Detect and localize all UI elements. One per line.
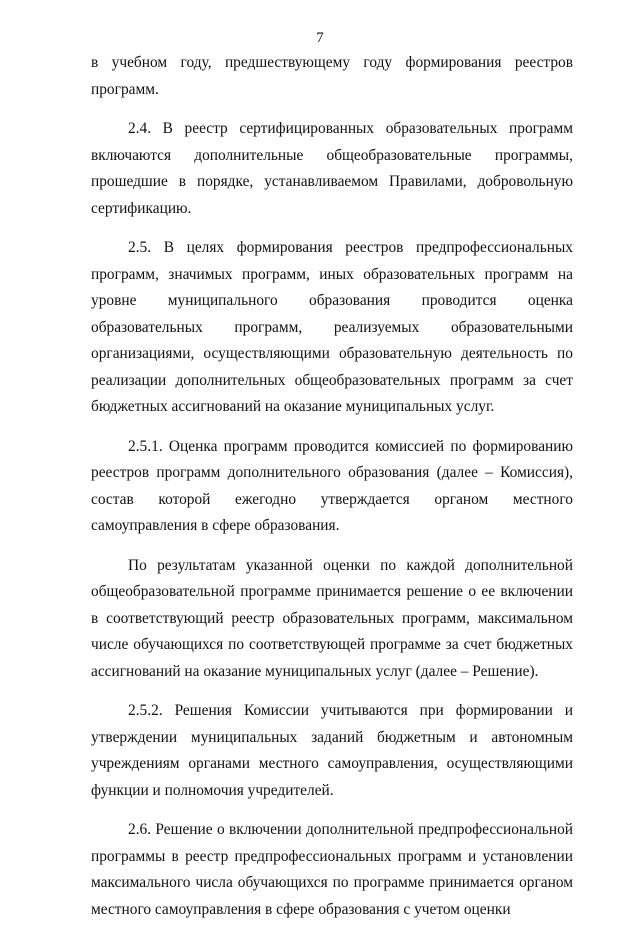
paragraph-evaluation-results: По результатам указанной оценки по каждой дополнительной общеобразовательной программе принимается решение о ее включении в соответствующий реестр образовательных программ, максимальном числе обучающихся по соответствующей программе за счет бюджетных ассигнований на оказание муниципальных услуг (далее – Решение).	[91, 556, 573, 680]
page-number: 7	[316, 30, 324, 46]
paragraph-2-6: 2.6. Решение о включении дополнительной предпрофессиональной программы в реестр предпрофессиональных программ и установлении максимального числа обучающихся по программе принимается органом местного самоуправления в сфере образования с учетом оценки	[91, 821, 573, 918]
paragraph-2-4: 2.4. В реестр сертифицированных образовательных программ включаются дополнительные общеобразовательные программы, прошедшие в порядке, устанавливаемом Правилами, добровольную сертификацию.	[91, 120, 573, 217]
paragraph-continuation: в учебном году, предшествующему году формирования реестров программ.	[91, 54, 573, 98]
document-body	[91, 50, 573, 936]
paragraph-2-5: 2.5. В целях формирования реестров предпрофессиональных программ, значимых программ, иных образовательных программ на уровне муниципального образования проводится оценка образовательных программ, реализуемых образовательными организациями, осуществляющими образовательную деятельность по реализации дополнительных общеобразовательных программ за счет бюджетных ассигнований на оказание муниципальных услуг.	[91, 239, 573, 415]
paragraph-2-5-2: 2.5.2. Решения Комиссии учитываются при формировании и утверждении муниципальных заданий бюджетным и автономным учреждениям органами местного самоуправления, осуществляющими функции и полномочия учредителей.	[91, 702, 573, 799]
paragraph-2-5-1: 2.5.1. Оценка программ проводится комиссией по формированию реестров программ дополнительного образования (далее – Комиссия), состав которой ежегодно утверждается органом местного самоуправления в сфере образования.	[91, 437, 573, 534]
